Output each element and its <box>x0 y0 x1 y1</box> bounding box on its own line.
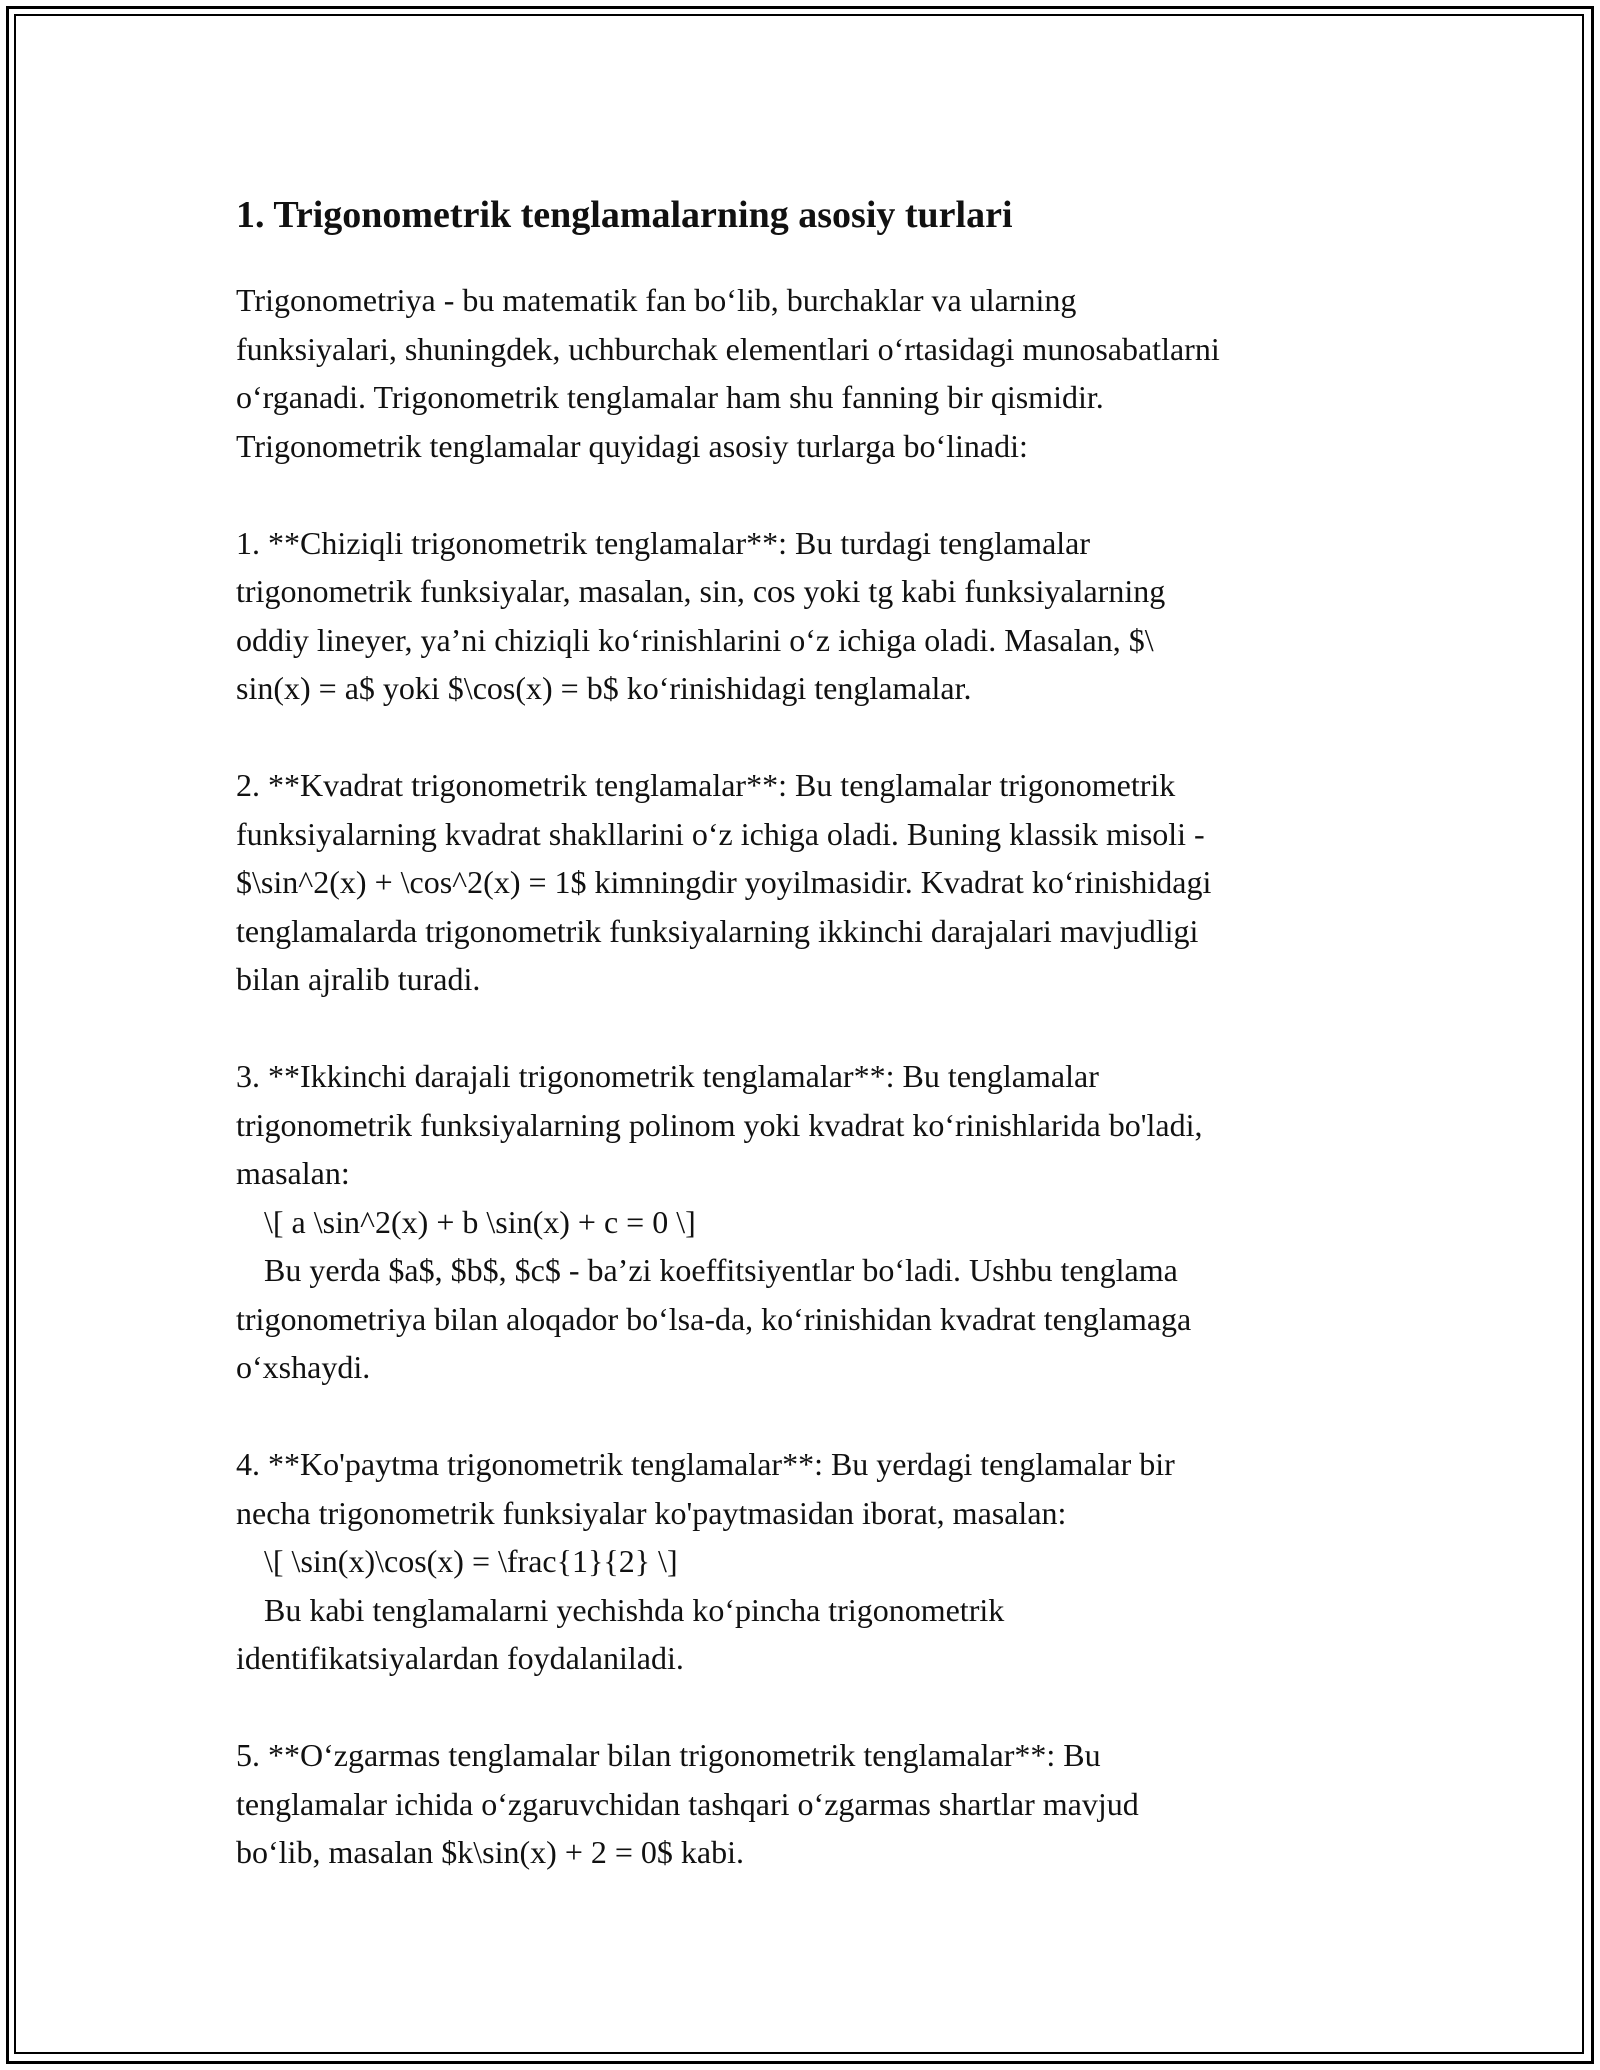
text-line: trigonometriya bilan aloqador bo‘lsa-da, ko‘rinishidan kvadrat tenglamaga <box>236 1300 1192 1337</box>
text-line: Bu yerda $a$, $b$, $c$ - ba’zi koeffitsiyentlar bo‘ladi. Ushbu tenglama <box>264 1252 1178 1288</box>
list-item-1 <box>236 519 1366 713</box>
text-line: funksiyalari, shuningdek, uchburchak elementlari o‘rtasidagi munosabatlarni <box>236 330 1220 367</box>
text-line: identifikatsiyalardan foydalaniladi. <box>236 1640 684 1676</box>
formula-line: \[ \sin(x)\cos(x) = \frac{1}{2} \] <box>264 1543 678 1579</box>
list-item-3 <box>236 1052 1366 1392</box>
text-line: 3. **Ikkinchi darajali trigonometrik tenglamalar**: Bu tenglamalar <box>236 1058 1099 1094</box>
text-line: oddiy lineyer, ya’ni chiziqli ko‘rinishlarini o‘z ichiga oladi. Masalan, $\ <box>236 621 1154 658</box>
text-line: 2. **Kvadrat trigonometrik tenglamalar**: Bu tenglamalar trigonometrik <box>236 767 1176 803</box>
text-line: bilan ajralib turadi. <box>236 961 481 997</box>
text-line: bo‘lib, masalan $k\sin(x) + 2 = 0$ kabi. <box>236 1834 745 1870</box>
text-line: 5. **O‘zgarmas tenglamalar bilan trigonometrik tenglamalar**: Bu <box>236 1737 1101 1773</box>
text-line: necha trigonometrik funksiyalar ko'paytmasidan iborat, masalan: <box>236 1494 1067 1531</box>
list-item-5 <box>236 1731 1366 1877</box>
text-line: trigonometrik funksiyalar, masalan, sin, cos yoki tg kabi funksiyalarning <box>236 573 1166 609</box>
document-body <box>236 180 1366 1925</box>
text-line: 4. **Ko'paytma trigonometrik tenglamalar**: Bu yerdagi tenglamalar bir <box>236 1446 1175 1482</box>
intro-paragraph <box>236 276 1366 470</box>
text-line: Trigonometrik tenglamalar quyidagi asosiy turlarga bo‘linadi: <box>236 427 1028 464</box>
text-line: 1. **Chiziqli trigonometrik tenglamalar**: Bu turdagi tenglamalar <box>236 524 1091 561</box>
text-line: o‘rganadi. Trigonometrik tenglamalar ham shu fanning bir qismidir. <box>236 379 1104 415</box>
text-line: tenglamalarda trigonometrik funksiyalarning ikkinchi darajalari mavjudligi <box>236 912 1199 949</box>
list-item-2 <box>236 761 1366 1004</box>
text-line: masalan: <box>236 1155 350 1191</box>
text-line: o‘xshaydi. <box>236 1349 371 1385</box>
document-title: 1. Trigonometrik tenglamalarning asosiy turlari <box>236 194 1013 236</box>
formula-line: \[ a \sin^2(x) + b \sin(x) + c = 0 \] <box>264 1203 696 1240</box>
text-line: tenglamalar ichida o‘zgaruvchidan tashqari o‘zgarmas shartlar mavjud <box>236 1785 1139 1822</box>
text-line: funksiyalarning kvadrat shakllarini o‘z ichiga oladi. Buning klassik misoli - <box>236 815 1205 852</box>
text-line: sin(x) = a$ yoki $\cos(x) = b$ ko‘rinishidagi tenglamalar. <box>236 670 972 706</box>
text-line: $\sin^2(x) + \cos^2(x) = 1$ kimningdir yoyilmasidir. Kvadrat ko‘rinishidagi <box>236 864 1212 900</box>
list-item-4 <box>236 1440 1366 1683</box>
text-line: Bu kabi tenglamalarni yechishda ko‘pincha trigonometrik <box>264 1591 1005 1628</box>
text-line: Trigonometriya - bu matematik fan bo‘lib, burchaklar va ularning <box>236 282 1077 318</box>
text-line: trigonometrik funksiyalarning polinom yoki kvadrat ko‘rinishlarida bo'ladi, <box>236 1106 1203 1143</box>
